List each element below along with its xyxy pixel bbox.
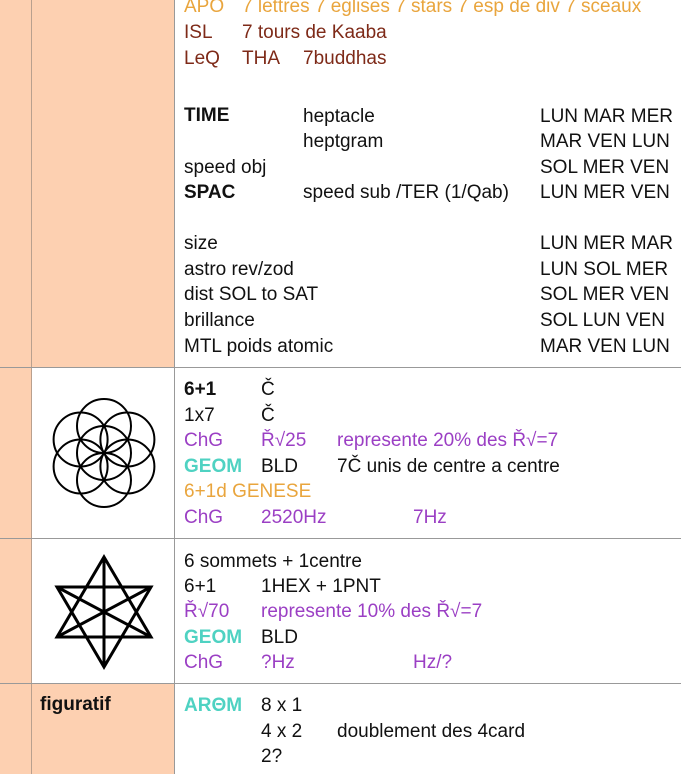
size: size bbox=[184, 233, 218, 254]
r2-l1b: Č bbox=[261, 379, 275, 400]
r2-l3a: ChG bbox=[184, 430, 224, 451]
flower-of-life-icon bbox=[44, 388, 164, 518]
row-marker-cell bbox=[0, 684, 32, 774]
r3-l5c: Hz/? bbox=[413, 652, 453, 673]
r3-l4b: BLD bbox=[261, 627, 298, 648]
apo-text: 7 lettres 7 eglises 7 stars 7 esp de div 7 sceaux bbox=[242, 0, 642, 17]
r2-l6c: 7Hz bbox=[413, 507, 447, 528]
r2-l4a: GEOM bbox=[184, 456, 243, 477]
speed-sub-value: LUN MER VEN bbox=[540, 182, 670, 203]
speed-obj-value: SOL MER VEN bbox=[540, 157, 670, 178]
label-cell bbox=[32, 0, 175, 367]
r3-l5a: ChG bbox=[184, 652, 224, 673]
dist: dist SOL to SAT bbox=[184, 284, 319, 305]
table-row-astro bbox=[0, 0, 681, 368]
image-cell bbox=[32, 539, 175, 683]
r2-l5: 6+1d GENESE bbox=[184, 481, 312, 502]
astro: astro rev/zod bbox=[184, 259, 294, 280]
r2-l2b: Č bbox=[261, 405, 275, 426]
content-cell bbox=[175, 0, 681, 367]
r2-l4b: BLD bbox=[261, 456, 298, 477]
r2-l3c: represente 20% des Ř√=7 bbox=[337, 430, 559, 451]
r2-l4c: 7Č unis de centre a centre bbox=[337, 456, 560, 477]
figuratif-label: figuratif bbox=[40, 694, 111, 715]
hexagram-star-icon bbox=[46, 552, 162, 672]
heptacle: heptacle bbox=[303, 106, 375, 127]
leq-text: 7buddhas bbox=[303, 48, 387, 69]
r4-l2a: 4 x 2 bbox=[261, 721, 303, 742]
content-cell bbox=[175, 684, 681, 774]
heptgram: heptgram bbox=[303, 131, 384, 152]
size-value: LUN MER MAR bbox=[540, 233, 674, 254]
r3-l1: 6 sommets + 1centre bbox=[184, 551, 362, 572]
table-row-hexagram bbox=[0, 539, 681, 684]
content-cell bbox=[175, 368, 681, 538]
astro-value: LUN SOL MER bbox=[540, 259, 669, 280]
r3-l4a: GEOM bbox=[184, 627, 243, 648]
apo-tag: APO bbox=[184, 0, 225, 17]
isl-text: 7 tours de Kaaba bbox=[242, 22, 387, 43]
content-cell bbox=[175, 539, 681, 683]
r4-l3a: 2? bbox=[261, 746, 283, 767]
brillance-value: SOL LUN VEN bbox=[540, 310, 665, 331]
brillance: brillance bbox=[184, 310, 255, 331]
spac-label: SPAC bbox=[184, 182, 236, 203]
image-cell bbox=[32, 368, 175, 538]
row-marker-cell bbox=[0, 0, 32, 367]
r3-l2b: 1HEX + 1PNT bbox=[261, 576, 381, 597]
leq-tag: LeQ bbox=[184, 48, 220, 69]
r3-l3a: Ř√70 bbox=[184, 601, 230, 622]
time-label: TIME bbox=[184, 105, 230, 126]
mtl-value: MAR VEN LUN bbox=[540, 336, 670, 357]
table-row-figuratif bbox=[0, 684, 681, 774]
label-cell bbox=[32, 684, 175, 774]
leq-mid: THA bbox=[242, 48, 280, 69]
heptgram-value: MAR VEN LUN bbox=[540, 131, 670, 152]
heptacle-value: LUN MAR MER bbox=[540, 106, 674, 127]
r4-l1b: 8 x 1 bbox=[261, 695, 303, 716]
r3-l3b: represente 10% des Ř√=7 bbox=[261, 601, 483, 622]
r2-l6a: ChG bbox=[184, 507, 224, 528]
r4-l2b: doublement des 4card bbox=[337, 721, 526, 742]
r2-l2a: 1x7 bbox=[184, 405, 215, 426]
mtl: MTL poids atomic bbox=[184, 336, 334, 357]
r3-l2a: 6+1 bbox=[184, 576, 217, 597]
dist-value: SOL MER VEN bbox=[540, 284, 670, 305]
speed-obj: speed obj bbox=[184, 157, 267, 178]
r2-l3b: Ř√25 bbox=[261, 430, 307, 451]
row-marker-cell bbox=[0, 368, 32, 538]
r2-l1a: 6+1 bbox=[184, 379, 217, 400]
r3-l5b: ?Hz bbox=[261, 652, 295, 673]
r4-l1a: ARΘM bbox=[184, 695, 243, 716]
isl-tag: ISL bbox=[184, 22, 213, 43]
row-marker-cell bbox=[0, 539, 32, 683]
r2-l6b: 2520Hz bbox=[261, 507, 327, 528]
speed-sub: speed sub /TER (1/Qab) bbox=[303, 182, 509, 203]
table-row-flower bbox=[0, 368, 681, 539]
